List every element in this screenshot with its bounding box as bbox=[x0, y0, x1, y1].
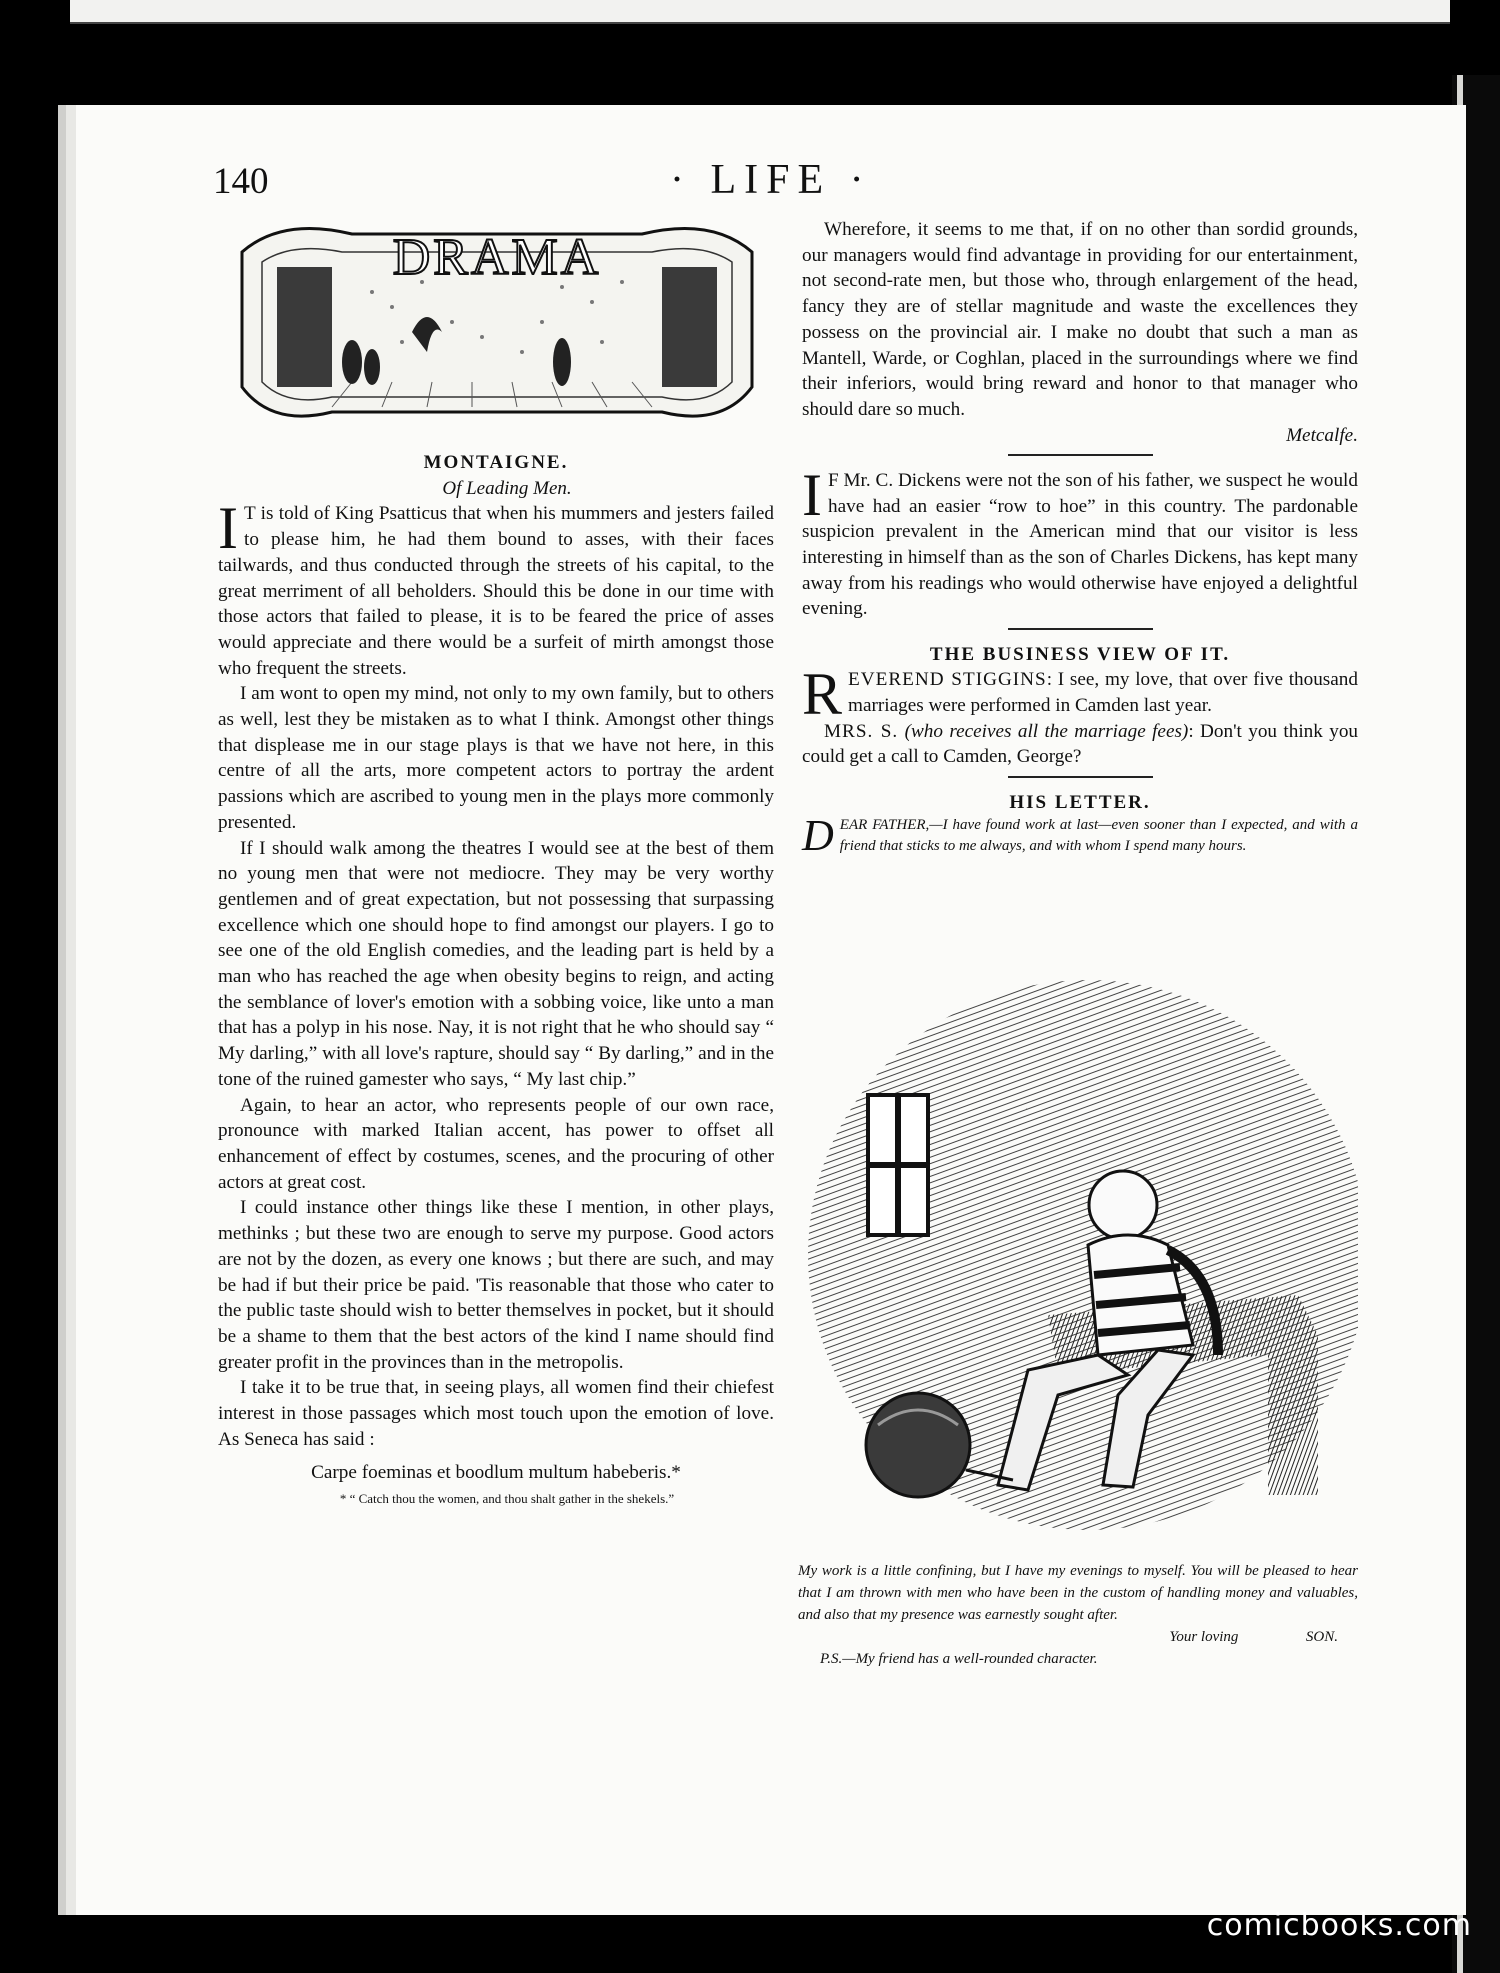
latin-quote: Carpe foeminas et boodlum multum habeberis.* bbox=[311, 1462, 681, 1484]
masthead-title: · LIFE · bbox=[670, 157, 872, 203]
page-number: 140 bbox=[213, 161, 269, 202]
paragraph: F Mr. C. Dickens were not the son of his father, we suspect he would have had an easier “row to hoe” in this country. The pardonable suspicion prevalent in the American mind that our visitor is less interesting in himself than as the son of Charles Dickens, has kept many away from his readings who would otherwise have enjoyed a delightful evening. bbox=[802, 469, 1358, 620]
prisoner-illustration bbox=[798, 975, 1358, 1535]
footnote: * “ Catch thou the women, and thou shalt gather in the shekels.” bbox=[339, 1491, 675, 1507]
letter-opening: EAR FATHER,—I have found work at last—even sooner than I expected, and with a friend that sticks to me always, and with whom I spend many hours. bbox=[839, 817, 1358, 855]
drop-cap: I bbox=[218, 495, 238, 562]
site-watermark: comicbooks.com bbox=[1206, 1908, 1472, 1943]
dialogue-line: : I see, my love, that over five thousand marriages were performed in Camden last year. bbox=[848, 669, 1358, 716]
drop-cap: I bbox=[802, 461, 822, 528]
author-signature: Metcalfe. bbox=[1286, 424, 1358, 446]
article-title: THE BUSINESS VIEW OF IT. bbox=[929, 643, 1231, 665]
divider bbox=[1008, 776, 1153, 778]
drop-cap: D bbox=[802, 811, 834, 861]
dialogue-line: : Don't you think you could get a call to Camden, George? bbox=[802, 720, 1359, 768]
illustration-caption bbox=[798, 1560, 1358, 1670]
letter-body: My work is a little confining, but I have my evenings to myself. You will be pleased to hear that I am thrown with men who have been in the custom of handling money and valuables, and also that my presence was earnestly sought after. bbox=[798, 1563, 1358, 1623]
right-column bbox=[802, 217, 1359, 861]
divider bbox=[1008, 628, 1153, 630]
banner-title: DRAMA bbox=[392, 229, 602, 286]
article-title: MONTAIGNE. bbox=[423, 452, 569, 473]
letter-postscript: P.S.—My friend has a well-rounded character. bbox=[820, 1651, 1098, 1667]
drama-banner-illustration bbox=[222, 212, 772, 442]
paragraph: Again, to hear an actor, who represents people of our own race, pronounce with marked Italian accent, has power to offset all enhancement of effect by costumes, scenes, and the procuring of other actors at great cost. bbox=[218, 1094, 774, 1193]
paragraph: I am wont to open my mind, not only to my own family, but to others as well, lest they be mistaken as to what I think. Amongst other things that displease me in our stage plays is that we have not here, in this centre of all the arts, more competent actors to portray the ardent passions which are ascribed to young men in the plays more commonly presented. bbox=[218, 683, 774, 833]
article-title: HIS LETTER. bbox=[1009, 791, 1151, 813]
divider bbox=[1008, 454, 1153, 456]
paragraph: I take it to be true that, in seeing plays, all women find their chiefest interest in those passages which most touch upon the emotion of love. As Seneca has said : bbox=[218, 1377, 774, 1450]
paragraph: T is told of King Psatticus that when his mummers and jesters failed to please him, he had them bound to asses, with their faces tailwards, and thus conducted through the streets of his capital, to the great merriment of all beholders. Should this be done in our time with those actors that failed to please, it is to be feared the price of asses would appreciate and there would be a surfeit of mirth amongst those who frequent the streets. bbox=[218, 503, 774, 679]
letter-closing: Your loving bbox=[1169, 1629, 1239, 1645]
letter-signoff: SON. bbox=[1305, 1629, 1338, 1645]
paragraph: If I should walk among the theatres I would see at the best of them no young men that were not mediocre. They may be very worthy gentlemen and of great expectation, but not possessing that surpassing excellence which one should hope to find amongst our players. I go to see one of the old English comedies, and the leading part is held by a man who has reached the age when obesity begins to reign, and acting the semblance of lover's emotion with a sobbing voice, like unto a man that has a polyp in his nose. Nay, it is not right that he who should say “ My darling,” with all love's rapture, should say “ By darling,” and in the tone of the ruined gamester who says, “ My last chip.” bbox=[218, 837, 774, 1090]
speaker-name: EVEREND STIGGINS bbox=[848, 669, 1047, 691]
article-subtitle: Of Leading Men. bbox=[442, 477, 572, 499]
drop-cap: R bbox=[802, 661, 843, 728]
page-gutter bbox=[66, 105, 76, 1915]
previous-page-edge bbox=[70, 0, 1450, 24]
paragraph: Wherefore, it seems to me that, if on no other than sordid grounds, our managers would find advantage in providing for our entertainment, not second-rate men, but those who, through enlargement of the head, fancy they are of stellar magnitude and waste the excellences they possess on the provincial air. I make no doubt that such a man as Mantell, Warde, or Coghlan, placed in the surroundings where we find their inferiors, would bring reward and honor to that manager who should dare so much. bbox=[802, 219, 1358, 420]
speaker-name: MRS. S. bbox=[824, 720, 899, 742]
stage-aside: (who receives all the marriage fees) bbox=[904, 720, 1189, 742]
paragraph: I could instance other things like these I mention, in other plays, methinks ; but these two are enough to serve my purpose. Good actors are not by the dozen, as every one knows ; but there are such, and may be had if but their price be paid. 'Tis reasonable that those who cater to the public taste should wish to better themselves in pocket, but it should be a shame to them that the best actors of the kind I name should find greater profit in the provinces than in the metropolis. bbox=[218, 1197, 774, 1373]
montaigne-heading-block bbox=[218, 450, 774, 1512]
